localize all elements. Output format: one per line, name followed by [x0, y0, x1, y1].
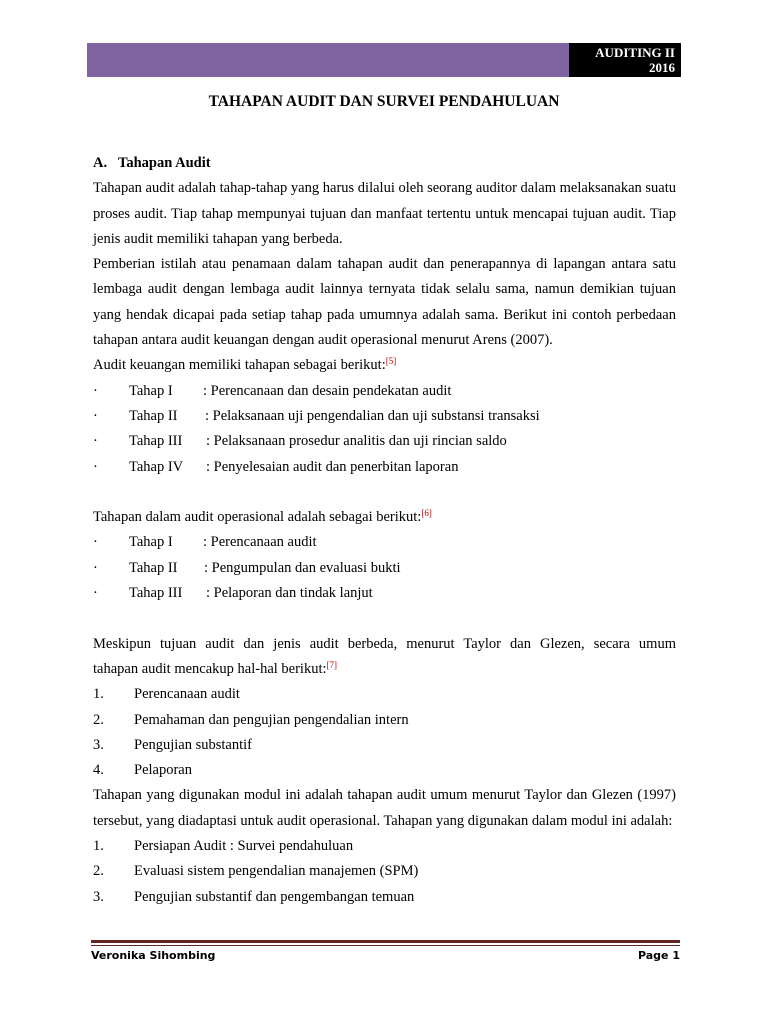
- step-number: 2.: [93, 711, 104, 728]
- bullet-dot: ·: [93, 382, 98, 399]
- step-label: Tahap I: [129, 534, 173, 551]
- step-label: Tahap I: [129, 382, 173, 399]
- step-number: 4.: [93, 762, 104, 779]
- step-text: : Penyelesaian audit dan penerbitan laporan: [206, 458, 459, 475]
- umum-step: [93, 733, 676, 758]
- keuangan-intro-line: [93, 353, 676, 378]
- step-text: : Pelaksanaan prosedur analitis dan uji rincian saldo: [206, 433, 507, 450]
- header-course-box: [569, 43, 681, 77]
- umum-step: [93, 682, 676, 707]
- step-text: Pengujian substantif dan pengembangan temuan: [134, 888, 415, 905]
- step-text: : Pelaksanaan uji pengendalian dan uji substansi transaksi: [205, 407, 540, 424]
- bullet-dot: ·: [93, 559, 98, 576]
- section-heading: [93, 151, 676, 176]
- paragraph-definition: Tahapan audit adalah tahap-tahap yang harus dilalui oleh seorang auditor dalam melaksanakan suatu proses audit. Tiap tahap mempunyai tujuan dan manfaat tertentu untuk mencapai tujuan audit. Tiap jenis audit memiliki tahapan yang berbeda.: [93, 180, 676, 247]
- paragraph-modul: Tahapan yang digunakan modul ini adalah tahapan audit umum menurut Taylor dan Glezen (1997) tersebut, yang diadaptasi untuk audit operasional. Tahapan yang digunakan dalam modul ini adalah:: [93, 787, 676, 829]
- step-text: Persiapan Audit : Survei pendahuluan: [134, 838, 354, 855]
- step-text: : Pelaporan dan tindak lanjut: [206, 585, 373, 602]
- operasional-intro: Tahapan dalam audit operasional adalah sebagai berikut:: [93, 509, 422, 526]
- header-course: AUDITING II: [595, 45, 675, 60]
- umum-intro-line2: [93, 657, 676, 682]
- keuangan-step: [93, 379, 676, 404]
- operasional-intro-line: [93, 505, 676, 530]
- step-label: Tahap II: [129, 559, 178, 576]
- section-number: A.: [93, 155, 108, 171]
- step-text: : Perencanaan audit: [203, 534, 317, 551]
- step-text: Pemahaman dan pengujian pengendalian intern: [134, 711, 409, 728]
- step-number: 3.: [93, 736, 104, 753]
- step-text: : Pengumpulan dan evaluasi bukti: [204, 559, 401, 576]
- footer-rule-thin: [91, 945, 680, 946]
- umum-step: [93, 758, 676, 783]
- keuangan-step: [93, 429, 676, 454]
- paragraph-comparison: Pemberian istilah atau penamaan dalam tahapan audit dan penerapannya di lapangan antara satu lembaga audit dengan lembaga audit lainnya ternyata tidak selalu sama, namun demikian tujuan yang hendak dicapai pada setiap tahap pada umumnya adalah sama. Berikut ini contoh perbedaan tahapan antara audit keuangan dengan audit operasional menurut Arens (2007).: [93, 256, 676, 349]
- page-footer: [91, 949, 680, 962]
- step-label: Tahap III: [129, 433, 183, 450]
- footer-page-number: Page 1: [637, 949, 680, 962]
- step-label: Tahap IV: [129, 458, 184, 475]
- modul-step: [93, 885, 676, 910]
- operasional-step: [93, 581, 676, 606]
- document-body: [93, 151, 676, 910]
- step-label: Tahap II: [129, 407, 178, 424]
- keuangan-step: [93, 455, 676, 480]
- section-title: Tahapan Audit: [118, 155, 211, 171]
- bullet-dot: ·: [93, 585, 98, 602]
- operasional-step: [93, 556, 676, 581]
- keuangan-step: [93, 404, 676, 429]
- reference-7[interactable]: [7]: [326, 659, 338, 670]
- step-number: 1.: [93, 686, 104, 703]
- page-title: TAHAPAN AUDIT DAN SURVEI PENDAHULUAN: [208, 93, 560, 110]
- step-text: Pelaporan: [134, 762, 192, 779]
- bullet-dot: ·: [93, 458, 98, 475]
- umum-step: [93, 708, 676, 733]
- header-year: 2016: [649, 60, 675, 75]
- step-text: Evaluasi sistem pengendalian manajemen (SPM): [134, 863, 419, 880]
- modul-step: [93, 834, 676, 859]
- umum-intro: tahapan audit mencakup hal-hal berikut:: [93, 660, 327, 677]
- bullet-dot: ·: [93, 407, 98, 424]
- step-text: Perencanaan audit: [134, 686, 240, 703]
- step-number: 3.: [93, 888, 104, 905]
- step-number: 1.: [93, 838, 104, 855]
- spacer: [93, 480, 676, 505]
- umum-intro-line1: Meskipun tujuan audit dan jenis audit berbeda, menurut Taylor dan Glezen, secara umum: [93, 635, 676, 652]
- bullet-dot: ·: [93, 433, 98, 450]
- reference-6[interactable]: [6]: [421, 508, 432, 519]
- reference-5[interactable]: [5]: [385, 356, 397, 367]
- keuangan-intro: Audit keuangan memiliki tahapan sebagai berikut:: [93, 357, 386, 374]
- header-bar: [87, 43, 569, 77]
- bullet-dot: ·: [93, 534, 98, 551]
- step-text: : Perencanaan dan desain pendekatan audit: [203, 382, 452, 399]
- step-label: Tahap III: [129, 585, 183, 602]
- step-number: 2.: [93, 863, 104, 880]
- footer-rule-thick: [91, 940, 680, 943]
- spacer: [93, 606, 676, 631]
- step-text: Pengujian substantif: [134, 736, 253, 753]
- operasional-step: [93, 530, 676, 555]
- footer-author: Veronika Sihombing: [91, 949, 216, 962]
- modul-step: [93, 859, 676, 884]
